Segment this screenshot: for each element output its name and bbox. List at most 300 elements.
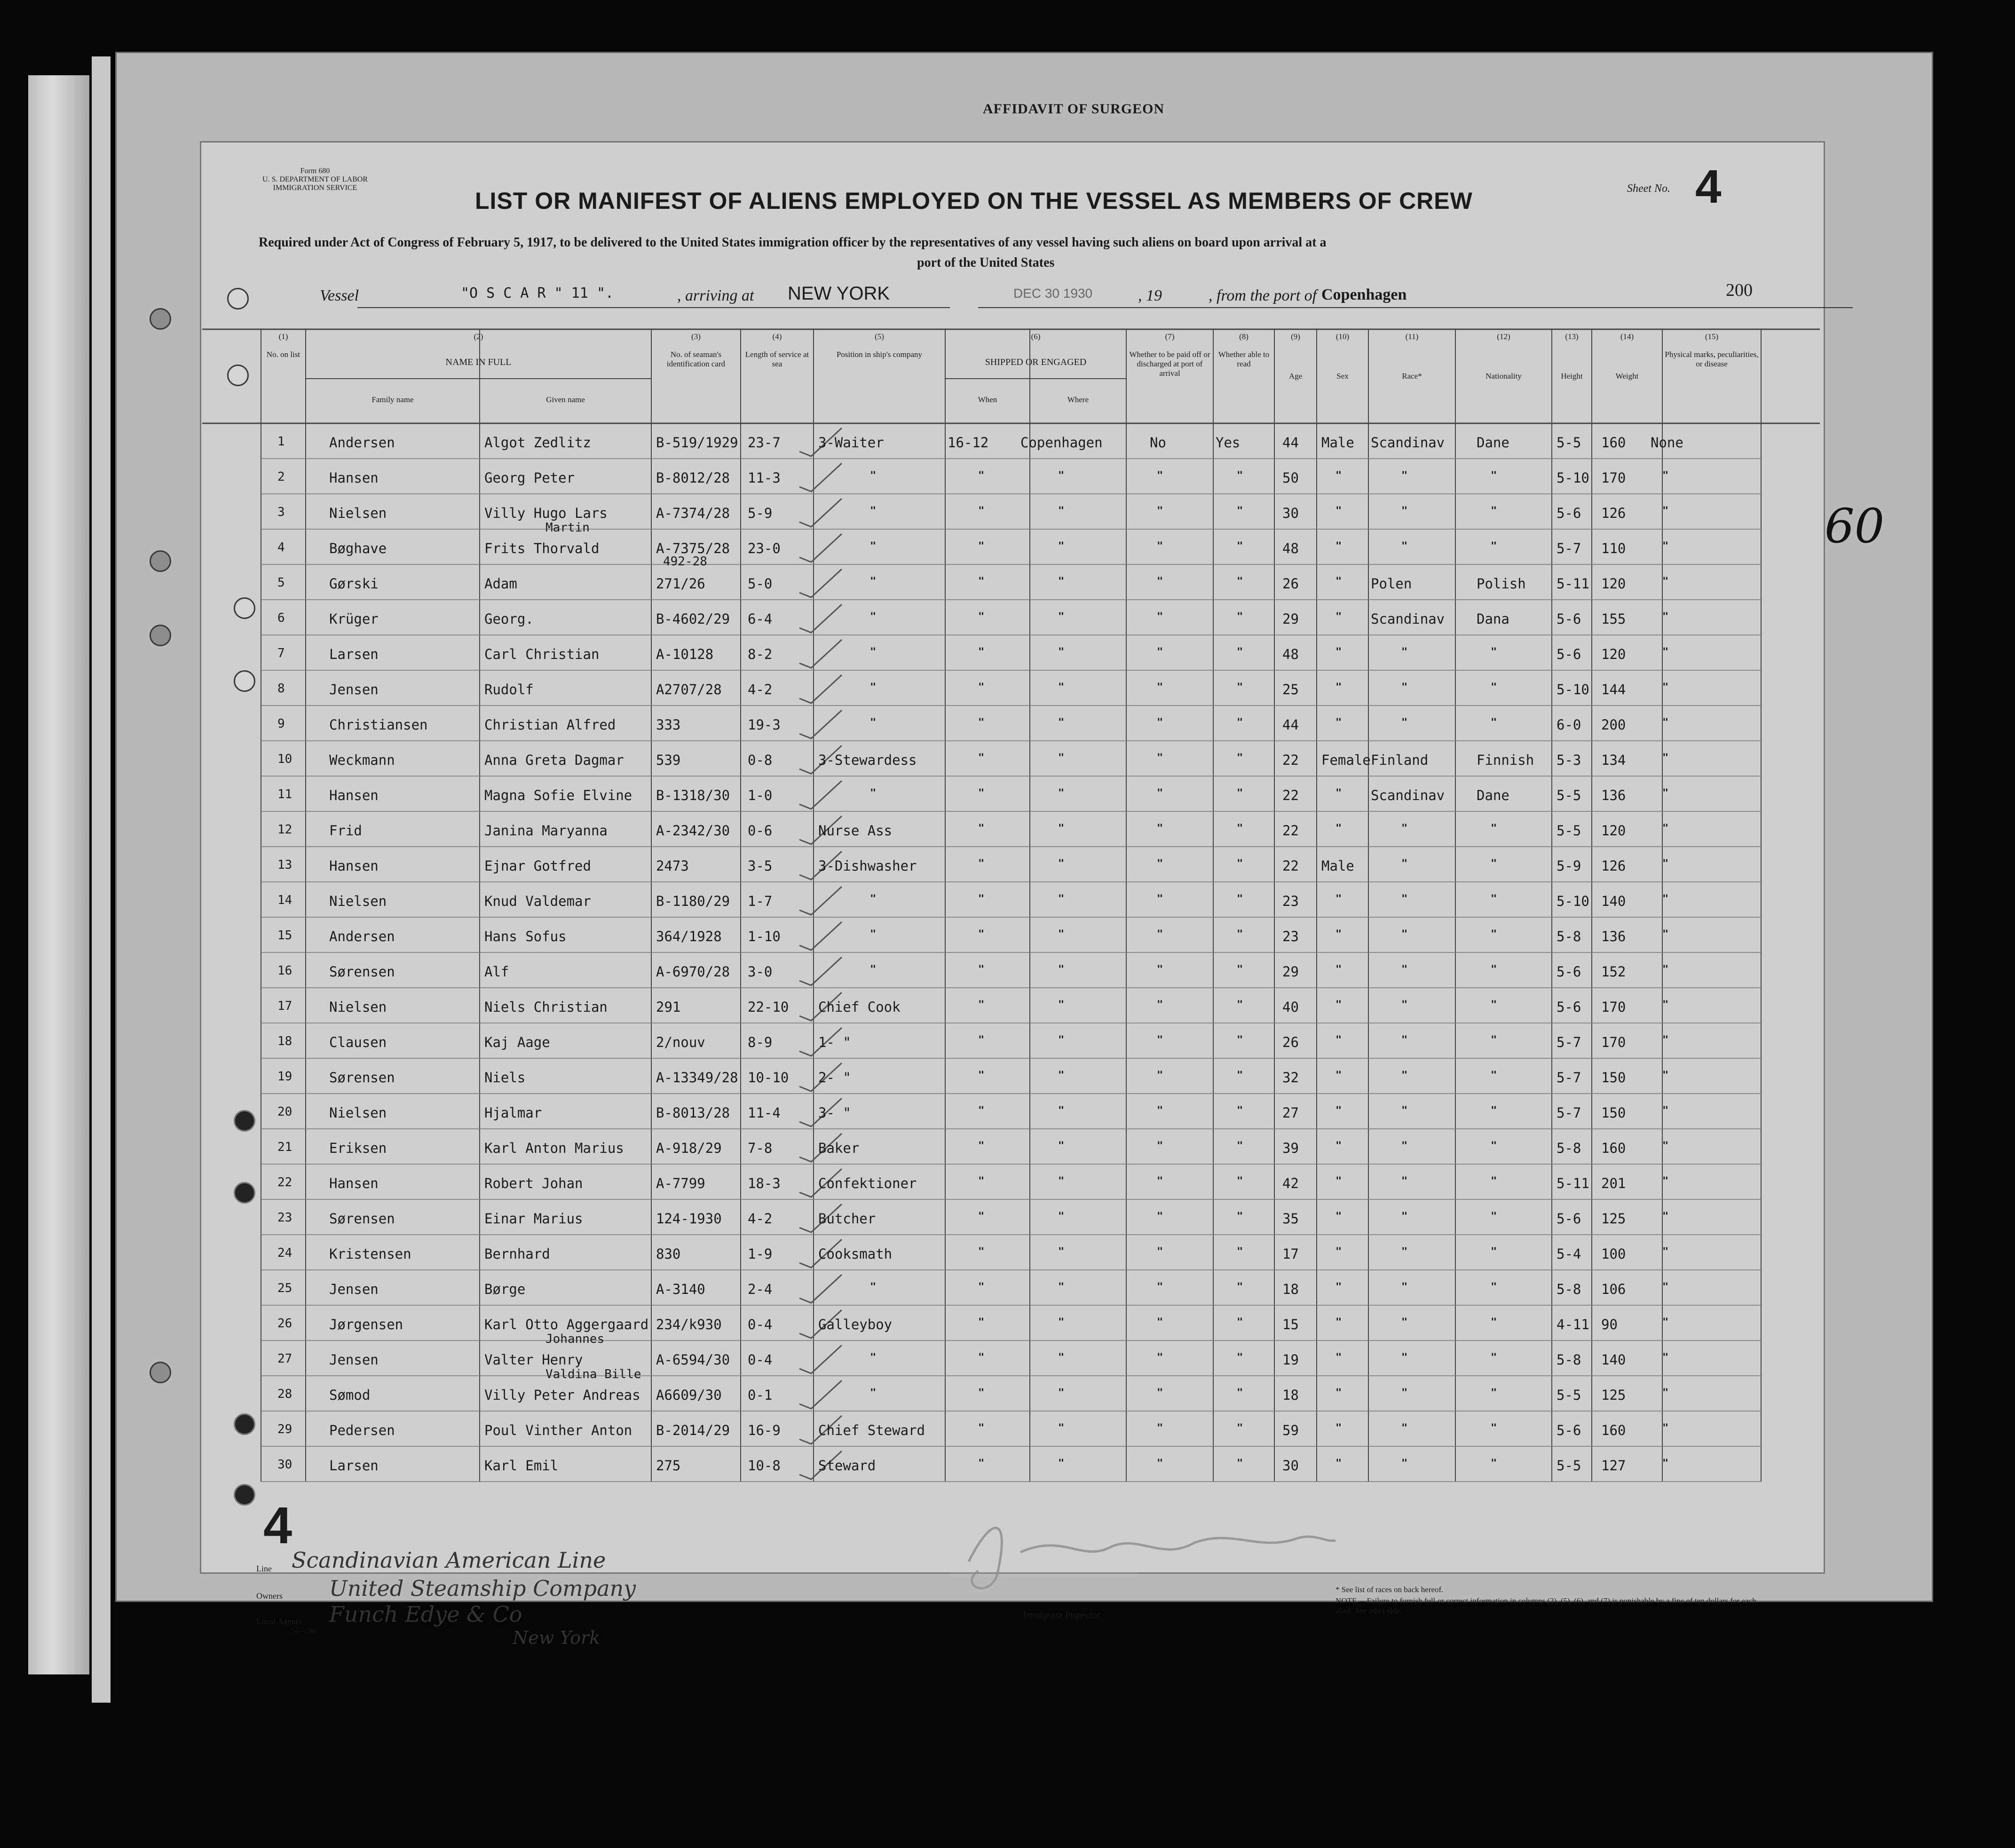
column-number: (4) bbox=[772, 332, 782, 341]
shipped-when: " bbox=[978, 1387, 985, 1399]
able-to-read: " bbox=[1237, 1246, 1243, 1258]
family-name: Jørgensen bbox=[329, 1317, 403, 1332]
column-header: Physical marks, peculiarities, or disease bbox=[1665, 350, 1759, 368]
id-card-number: A-3140 bbox=[656, 1281, 705, 1297]
given-name: Robert Johan bbox=[484, 1175, 583, 1191]
position: " bbox=[870, 646, 877, 658]
shipped-when: " bbox=[978, 1317, 985, 1328]
age: 32 bbox=[1282, 1070, 1299, 1086]
service-length: 0-4 bbox=[748, 1317, 773, 1332]
service-length: 5-0 bbox=[748, 576, 773, 592]
margin-mark: 60 bbox=[1825, 499, 1885, 554]
family-name: Eriksen bbox=[329, 1140, 387, 1156]
height: 5-6 bbox=[1557, 611, 1581, 627]
column-number: (12) bbox=[1497, 332, 1510, 341]
service-length: 0-8 bbox=[748, 752, 773, 768]
column-header: No. of seaman's identification card bbox=[666, 350, 726, 368]
paid-off: " bbox=[1157, 470, 1163, 482]
physical-marks: " bbox=[1662, 893, 1669, 905]
position: Baker bbox=[818, 1140, 860, 1156]
position: " bbox=[870, 611, 877, 623]
physical-marks: " bbox=[1662, 1105, 1669, 1117]
row-number: 19 bbox=[277, 1070, 292, 1084]
race: " bbox=[1401, 1387, 1408, 1399]
able-to-read: Yes bbox=[1216, 435, 1241, 451]
form-number: Form 680 bbox=[300, 167, 330, 175]
shipped-where: " bbox=[1058, 540, 1065, 552]
family-name: Hansen bbox=[329, 787, 379, 803]
height: 5-7 bbox=[1557, 1034, 1581, 1050]
race: " bbox=[1401, 823, 1408, 834]
nationality: " bbox=[1491, 999, 1497, 1011]
given-name: Alf bbox=[484, 964, 509, 980]
service-length: 1-7 bbox=[748, 893, 773, 909]
nationality: " bbox=[1491, 1211, 1497, 1222]
physical-marks: " bbox=[1662, 682, 1669, 693]
age: 50 bbox=[1282, 470, 1299, 486]
column-number: (14) bbox=[1620, 332, 1634, 341]
weight: 150 bbox=[1601, 1105, 1626, 1121]
given-name-note: Martin bbox=[545, 521, 590, 535]
nationality: Dane bbox=[1477, 435, 1509, 451]
row-number: 26 bbox=[277, 1317, 292, 1331]
race: " bbox=[1401, 1175, 1408, 1187]
given-name: Rudolf bbox=[484, 682, 534, 698]
shipped-when: " bbox=[978, 823, 985, 834]
age: 48 bbox=[1282, 646, 1299, 662]
age: 23 bbox=[1282, 928, 1299, 944]
row-number: 3 bbox=[277, 505, 285, 519]
position: Chief Cook bbox=[818, 999, 901, 1015]
row-number: 28 bbox=[277, 1387, 292, 1401]
able-to-read: " bbox=[1237, 1317, 1243, 1328]
paid-off: " bbox=[1157, 646, 1163, 658]
sex: " bbox=[1335, 1034, 1342, 1046]
shipped-where: " bbox=[1058, 505, 1065, 517]
physical-marks: " bbox=[1662, 1281, 1669, 1293]
shipped-where: " bbox=[1058, 1175, 1065, 1187]
shipped-where: " bbox=[1058, 964, 1065, 976]
arriving-label: , arriving at bbox=[677, 287, 754, 304]
physical-marks: " bbox=[1662, 576, 1669, 587]
service-length: 10-10 bbox=[748, 1070, 789, 1086]
able-to-read: " bbox=[1237, 928, 1243, 940]
weight: 160 bbox=[1601, 435, 1626, 451]
paid-off: " bbox=[1157, 858, 1163, 870]
arriving-port: NEW YORK bbox=[788, 283, 890, 304]
given-name: Adam bbox=[484, 576, 517, 592]
id-card-number: 275 bbox=[656, 1458, 681, 1474]
family-name: Sørensen bbox=[329, 964, 395, 980]
manifest-sheet bbox=[200, 141, 1825, 1574]
family-name: Larsen bbox=[329, 1458, 379, 1474]
nationality: " bbox=[1491, 1070, 1497, 1081]
column-number: (7) bbox=[1165, 332, 1175, 341]
family-name: Andersen bbox=[329, 928, 395, 944]
column-header: Height bbox=[1561, 372, 1583, 381]
id-card-number: B-8012/28 bbox=[656, 470, 730, 486]
age: 35 bbox=[1282, 1211, 1299, 1227]
age: 22 bbox=[1282, 858, 1299, 874]
able-to-read: " bbox=[1237, 964, 1243, 976]
column-header: Nationality bbox=[1486, 372, 1522, 381]
paid-off: " bbox=[1157, 752, 1163, 764]
nationality: " bbox=[1491, 1387, 1497, 1399]
family-name: Jensen bbox=[329, 682, 379, 698]
date-stamp: DEC 30 1930 bbox=[1013, 286, 1093, 301]
agents-city: New York bbox=[513, 1627, 601, 1648]
able-to-read: " bbox=[1237, 540, 1243, 552]
age: 23 bbox=[1282, 893, 1299, 909]
weight: 110 bbox=[1601, 540, 1626, 556]
service-length: 7-8 bbox=[748, 1140, 773, 1156]
column-number: (5) bbox=[875, 332, 884, 341]
height: 5-6 bbox=[1557, 999, 1581, 1015]
race: Scandinav bbox=[1371, 435, 1445, 451]
able-to-read: " bbox=[1237, 1458, 1243, 1469]
shipped-when: " bbox=[978, 540, 985, 552]
able-to-read: " bbox=[1237, 1281, 1243, 1293]
shipped-where: " bbox=[1058, 1034, 1065, 1046]
subtitle-line-2: port of the United States bbox=[917, 255, 1055, 270]
weight: 100 bbox=[1601, 1246, 1626, 1262]
able-to-read: " bbox=[1237, 1175, 1243, 1187]
column-subheader-where: Where bbox=[1067, 395, 1089, 404]
able-to-read: " bbox=[1237, 576, 1243, 587]
race: " bbox=[1401, 1458, 1408, 1469]
shipped-where: " bbox=[1058, 1281, 1065, 1293]
given-name: Magna Sofie Elvine bbox=[484, 787, 632, 803]
nationality: " bbox=[1491, 858, 1497, 870]
physical-marks: " bbox=[1662, 823, 1669, 834]
weight: 152 bbox=[1601, 964, 1626, 980]
service-length: 11-4 bbox=[748, 1105, 781, 1121]
shipped-where: " bbox=[1058, 752, 1065, 764]
id-card-number: 234/k930 bbox=[656, 1317, 722, 1332]
weight: 120 bbox=[1601, 646, 1626, 662]
weight: 125 bbox=[1601, 1211, 1626, 1227]
race: " bbox=[1401, 717, 1408, 729]
paid-off: " bbox=[1157, 682, 1163, 693]
physical-marks: " bbox=[1662, 611, 1669, 623]
service-length: 0-1 bbox=[748, 1387, 773, 1403]
column-subheader-given: Given name bbox=[546, 395, 585, 404]
row-number: 15 bbox=[277, 928, 292, 943]
row-number: 18 bbox=[277, 1034, 292, 1048]
service: IMMIGRATION SERVICE bbox=[273, 184, 357, 192]
physical-marks: " bbox=[1662, 1458, 1669, 1469]
position: " bbox=[870, 505, 877, 517]
hole-punch bbox=[150, 625, 171, 646]
shipped-where: " bbox=[1058, 717, 1065, 729]
height: 5-4 bbox=[1557, 1246, 1581, 1262]
age: 18 bbox=[1282, 1281, 1299, 1297]
hole-punch bbox=[234, 1484, 255, 1506]
service-length: 1-9 bbox=[748, 1246, 773, 1262]
line-label: Line bbox=[256, 1564, 272, 1573]
shipped-when: " bbox=[978, 752, 985, 764]
given-name: Niels bbox=[484, 1070, 526, 1086]
column-number: (1) bbox=[278, 332, 288, 341]
race: " bbox=[1401, 505, 1408, 517]
shipped-when: " bbox=[978, 646, 985, 658]
paid-off: " bbox=[1157, 1034, 1163, 1046]
weight: 170 bbox=[1601, 999, 1626, 1015]
paid-off: " bbox=[1157, 611, 1163, 623]
height: 5-5 bbox=[1557, 823, 1581, 839]
nationality: " bbox=[1491, 928, 1497, 940]
position: " bbox=[870, 1281, 877, 1293]
service-length: 11-3 bbox=[748, 470, 781, 486]
row-number: 14 bbox=[277, 893, 292, 907]
sex: " bbox=[1335, 540, 1342, 552]
given-name: Hans Sofus bbox=[484, 928, 567, 944]
family-name: Nielsen bbox=[329, 1105, 387, 1121]
age: 40 bbox=[1282, 999, 1299, 1015]
column-header: Length of service at sea bbox=[745, 350, 809, 368]
family-name: Clausen bbox=[329, 1034, 387, 1050]
service-length: 16-9 bbox=[748, 1422, 781, 1438]
id-card-number: B-2014/29 bbox=[656, 1422, 730, 1438]
row-number: 2 bbox=[277, 470, 285, 484]
position: " bbox=[870, 682, 877, 693]
sex: " bbox=[1335, 1211, 1342, 1222]
physical-marks: " bbox=[1662, 752, 1669, 764]
race: " bbox=[1401, 470, 1408, 482]
physical-marks: " bbox=[1662, 1387, 1669, 1399]
able-to-read: " bbox=[1237, 1140, 1243, 1152]
nationality: " bbox=[1491, 1458, 1497, 1469]
race: " bbox=[1401, 1281, 1408, 1293]
family-name: Frid bbox=[329, 823, 362, 839]
shipped-when: " bbox=[978, 682, 985, 693]
sex: " bbox=[1335, 893, 1342, 905]
footnote-penalty: NOTE.—Failure to furnish full or correct information in columns (2), (5), (6), and (7) is punishable by a fine of ten dollars for each alien. See other side. bbox=[1335, 1596, 1756, 1615]
paid-off: " bbox=[1157, 1175, 1163, 1187]
nationality: " bbox=[1491, 1246, 1497, 1258]
weight: 155 bbox=[1601, 611, 1626, 627]
id-card-number: 333 bbox=[656, 717, 681, 733]
height: 5-7 bbox=[1557, 1105, 1581, 1121]
shipped-where: " bbox=[1058, 787, 1065, 799]
nationality: " bbox=[1491, 717, 1497, 729]
height: 6-0 bbox=[1557, 717, 1581, 733]
given-name: Poul Vinther Anton bbox=[484, 1422, 632, 1438]
able-to-read: " bbox=[1237, 1105, 1243, 1117]
given-name: Villy Hugo Lars bbox=[484, 505, 608, 521]
paid-off: " bbox=[1157, 505, 1163, 517]
paid-off: " bbox=[1157, 823, 1163, 834]
race: " bbox=[1401, 928, 1408, 940]
id-card-number: 124-1930 bbox=[656, 1211, 722, 1227]
family-name: Hansen bbox=[329, 470, 379, 486]
sex: Female bbox=[1321, 752, 1371, 768]
service-length: 0-4 bbox=[748, 1352, 773, 1368]
given-name: Valter Henry bbox=[484, 1352, 583, 1368]
position: Butcher bbox=[818, 1211, 876, 1227]
physical-marks: None bbox=[1651, 435, 1683, 451]
id-card-number: B-8013/28 bbox=[656, 1105, 730, 1121]
shipped-where: " bbox=[1058, 611, 1065, 623]
position: 3-Dishwasher bbox=[818, 858, 917, 874]
id-card-note: 492-28 bbox=[663, 555, 707, 569]
paid-off: " bbox=[1157, 964, 1163, 976]
row-number: 20 bbox=[277, 1105, 292, 1119]
age: 18 bbox=[1282, 1387, 1299, 1403]
id-card-number: 291 bbox=[656, 999, 681, 1015]
owners-value: United Steamship Company bbox=[329, 1576, 636, 1601]
sex: " bbox=[1335, 576, 1342, 587]
position: Nurse Ass bbox=[818, 823, 893, 839]
race: " bbox=[1401, 1422, 1408, 1434]
position: 2- " bbox=[818, 1070, 851, 1086]
given-name: Ejnar Gotfred bbox=[484, 858, 591, 874]
able-to-read: " bbox=[1237, 1070, 1243, 1081]
from-port: Copenhagen bbox=[1321, 286, 1407, 303]
nationality: " bbox=[1491, 1034, 1497, 1046]
sex: " bbox=[1335, 1352, 1342, 1364]
shipped-where: " bbox=[1058, 928, 1065, 940]
nationality: " bbox=[1491, 505, 1497, 517]
weight: 120 bbox=[1601, 823, 1626, 839]
column-subheader-when: When bbox=[978, 395, 997, 404]
nationality: " bbox=[1491, 1281, 1497, 1293]
shipped-where: " bbox=[1058, 1105, 1065, 1117]
race: Finland bbox=[1371, 752, 1429, 768]
form-info bbox=[221, 167, 409, 192]
position: " bbox=[870, 717, 877, 729]
physical-marks: " bbox=[1662, 540, 1669, 552]
shipped-where: Copenhagen bbox=[1020, 435, 1103, 451]
given-name: Karl Emil bbox=[484, 1458, 559, 1474]
id-card-number: 2473 bbox=[656, 858, 689, 874]
age: 30 bbox=[1282, 505, 1299, 521]
sex: " bbox=[1335, 1422, 1342, 1434]
service-length: 23-7 bbox=[748, 435, 781, 451]
hole-punch bbox=[234, 670, 255, 692]
position: Confektioner bbox=[818, 1175, 917, 1191]
row-number: 6 bbox=[277, 611, 285, 625]
column-header: Weight bbox=[1615, 372, 1639, 381]
given-name: Janina Maryanna bbox=[484, 823, 608, 839]
column-number: (6) bbox=[1031, 332, 1041, 341]
height: 5-10 bbox=[1557, 893, 1589, 909]
family-name: Sømod bbox=[329, 1387, 371, 1403]
shipped-where: " bbox=[1058, 893, 1065, 905]
shipped-when: " bbox=[978, 1105, 985, 1117]
age: 22 bbox=[1282, 752, 1299, 768]
hole-punch bbox=[234, 1413, 255, 1435]
able-to-read: " bbox=[1237, 893, 1243, 905]
service-length: 8-9 bbox=[748, 1034, 773, 1050]
able-to-read: " bbox=[1237, 611, 1243, 623]
position: " bbox=[870, 470, 877, 482]
shipped-when: " bbox=[978, 1070, 985, 1081]
shipped-when: " bbox=[978, 1422, 985, 1434]
sex: " bbox=[1335, 1070, 1342, 1081]
position: " bbox=[870, 576, 877, 587]
vessel-label: Vessel bbox=[320, 287, 359, 304]
id-card-number: A-10128 bbox=[656, 646, 714, 662]
nationality: " bbox=[1491, 1175, 1497, 1187]
column-number: (8) bbox=[1239, 332, 1249, 341]
race: " bbox=[1401, 1352, 1408, 1364]
family-name: Weckmann bbox=[329, 752, 395, 768]
service-length: 0-6 bbox=[748, 823, 773, 839]
service-length: 10-8 bbox=[748, 1458, 781, 1474]
family-name: Hansen bbox=[329, 858, 379, 874]
column-header: Whether to be paid off or discharged at port of arrival bbox=[1129, 350, 1210, 378]
height: 5-9 bbox=[1557, 858, 1581, 874]
shipped-when: " bbox=[978, 1458, 985, 1469]
paid-off: " bbox=[1157, 1458, 1163, 1469]
row-number: 29 bbox=[277, 1422, 292, 1436]
race: Polen bbox=[1371, 576, 1412, 592]
weight: 120 bbox=[1601, 576, 1626, 592]
row-number: 8 bbox=[277, 682, 285, 696]
given-name-note: Johannes bbox=[545, 1332, 605, 1346]
height: 5-10 bbox=[1557, 470, 1589, 486]
height: 5-5 bbox=[1557, 787, 1581, 803]
family-name: Hansen bbox=[329, 1175, 379, 1191]
given-name: Villy Peter Andreas bbox=[484, 1387, 640, 1403]
service-length: 19-3 bbox=[748, 717, 781, 733]
given-name: Georg. bbox=[484, 611, 534, 627]
shipped-where: " bbox=[1058, 470, 1065, 482]
paid-off: " bbox=[1157, 1140, 1163, 1152]
physical-marks: " bbox=[1662, 928, 1669, 940]
sex: " bbox=[1335, 646, 1342, 658]
shipped-where: " bbox=[1058, 1246, 1065, 1258]
physical-marks: " bbox=[1662, 470, 1669, 482]
row-number: 16 bbox=[277, 964, 292, 978]
weight: 136 bbox=[1601, 787, 1626, 803]
weight: 126 bbox=[1601, 505, 1626, 521]
column-number: (9) bbox=[1291, 332, 1300, 341]
given-name: Frits Thorvald bbox=[484, 540, 600, 556]
family-name: Nielsen bbox=[329, 893, 387, 909]
service-length: 5-9 bbox=[748, 505, 773, 521]
shipped-when: " bbox=[978, 787, 985, 799]
id-card-number: 830 bbox=[656, 1246, 681, 1262]
age: 39 bbox=[1282, 1140, 1299, 1156]
given-name: Karl Anton Marius bbox=[484, 1140, 624, 1156]
vessel-name: "O S C A R " 11 ". bbox=[461, 285, 614, 301]
paid-off: " bbox=[1157, 893, 1163, 905]
height: 5-5 bbox=[1557, 1458, 1581, 1474]
shipped-when: " bbox=[978, 999, 985, 1011]
column-header: NAME IN FULL bbox=[445, 357, 512, 367]
shipped-when: " bbox=[978, 964, 985, 976]
column-header: Sex bbox=[1336, 372, 1349, 381]
row-number: 9 bbox=[277, 717, 285, 731]
nationality: Polish bbox=[1477, 576, 1526, 592]
family-name: Pedersen bbox=[329, 1422, 395, 1438]
id-card-number: A-6594/30 bbox=[656, 1352, 730, 1368]
hole-punch bbox=[150, 550, 171, 572]
footnote-races: * See list of races on back hereof. bbox=[1335, 1585, 1444, 1594]
able-to-read: " bbox=[1237, 787, 1243, 799]
able-to-read: " bbox=[1237, 858, 1243, 870]
service-length: 2-4 bbox=[748, 1281, 773, 1297]
sex: " bbox=[1335, 964, 1342, 976]
shipped-where: " bbox=[1058, 1211, 1065, 1222]
family-name: Kristensen bbox=[329, 1246, 411, 1262]
paid-off: " bbox=[1157, 928, 1163, 940]
physical-marks: " bbox=[1662, 1352, 1669, 1364]
vessel-row bbox=[320, 283, 1731, 310]
service-length: 1-0 bbox=[748, 787, 773, 803]
